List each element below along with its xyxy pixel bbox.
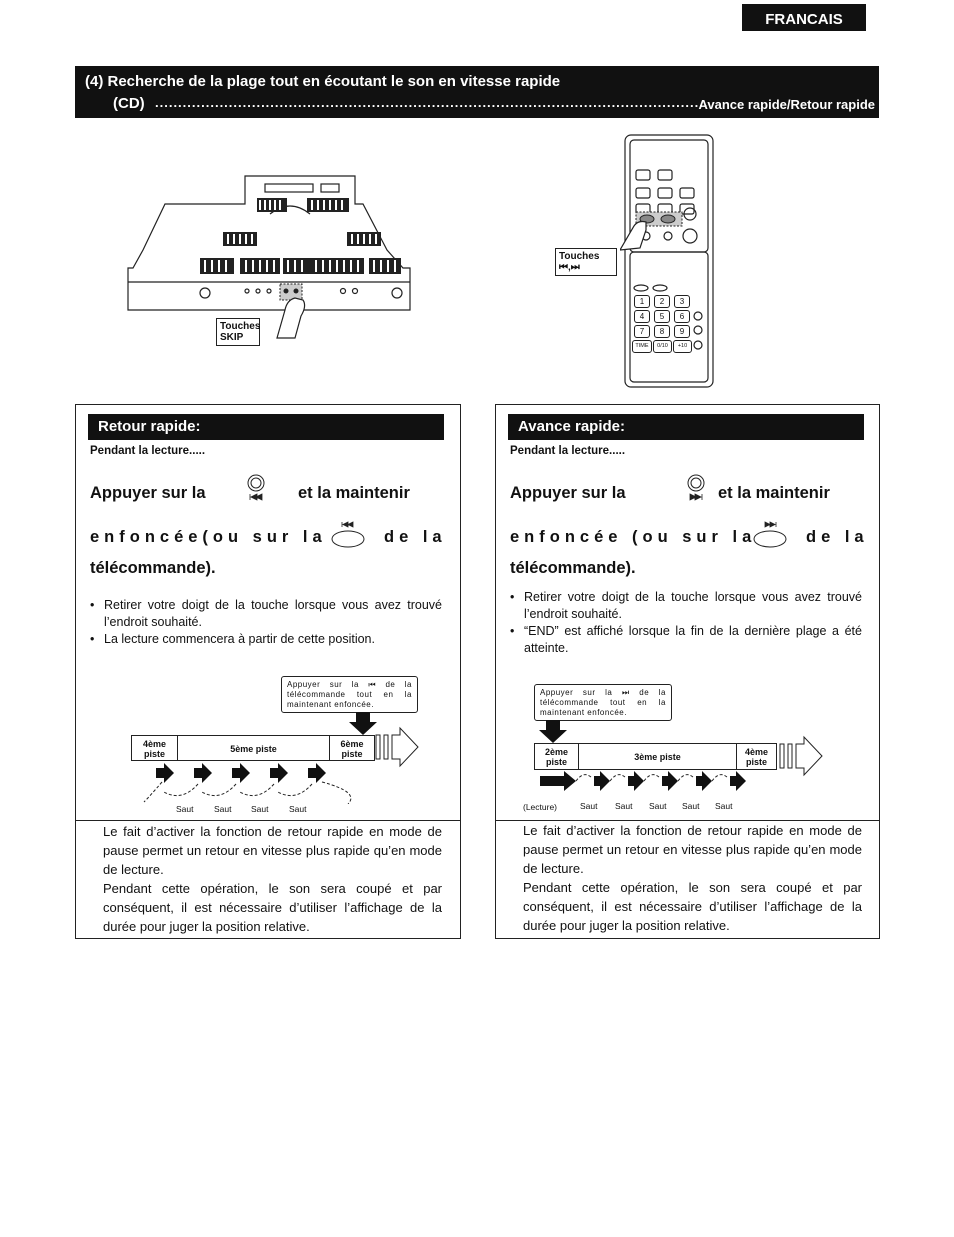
fastforward-saut-1: Saut — [580, 801, 598, 811]
key-4: 4 — [634, 310, 650, 323]
key-2: 2 — [654, 295, 670, 308]
fastforward-note: Le fait d’activer la fonction de retour rapide en mode de pause permet un retour en vitesse plus rapide qu’en mode de lecture. Pendant cette opération, le son sera coupé et par conséquent, il est nécessaire d’utiliser l’affichage de la durée pour juger la position relative. — [523, 823, 862, 933]
main-unit-illustration — [125, 170, 415, 350]
fastforward-saut-5: Saut — [715, 801, 733, 811]
fastforward-callout: Appuyer sur la ⏭ de la télécommande tout en la maintenant enfoncée. — [534, 684, 672, 721]
fastforward-saut-4: Saut — [682, 801, 700, 811]
remote-skip-back-button-icon — [330, 520, 366, 550]
rewind-track-current: 5ème piste — [177, 735, 330, 761]
fastforward-bullets — [510, 589, 862, 657]
fastforward-track-prev: 2ème piste — [534, 743, 579, 770]
remote-label-line2: ⏮,⏭ — [559, 262, 580, 273]
rewind-heading: Retour rapide: — [88, 414, 444, 440]
rewind-instr-2b: de la — [384, 528, 447, 546]
remote-keys-label — [555, 248, 617, 276]
rewind-bullets — [90, 597, 442, 648]
rewind-track-prev: 4ème piste — [131, 735, 178, 761]
key-7: 7 — [634, 325, 650, 338]
fastforward-down-arrow — [538, 720, 568, 744]
rewind-callout: Appuyer sur la ⏮ de la télécommande tout en la maintenant enfoncée. — [281, 676, 418, 713]
remote-skip-forward-button-icon — [752, 520, 788, 550]
fastforward-track-current: 3ème piste — [578, 743, 737, 770]
fastforward-bullet-2: • “END” est affiché lorsque la fin de la dernière plage a été atteinte. — [510, 623, 862, 657]
rewind-bullet-1: • Retirer votre doigt de la touche lorsque vous avez trouvé l’endroit souhaité. — [90, 597, 442, 631]
rewind-instr-2a: enfoncée(ou sur la — [90, 528, 327, 546]
language-tab: FRANCAIS — [742, 4, 866, 31]
rewind-saut-4: Saut — [289, 804, 307, 814]
key-0-10: 0/10 — [653, 340, 672, 353]
fastforward-saut-2: Saut — [615, 801, 633, 811]
key-1: 1 — [634, 295, 650, 308]
rewind-bullet-2: • La lecture commencera à partir de cette position. — [90, 631, 442, 648]
rewind-skip-diagram — [140, 762, 360, 804]
unit-skip-forward-button-icon — [686, 474, 706, 502]
key-9: 9 — [674, 325, 690, 338]
leader-dots: ........................................................................................................................ — [155, 95, 709, 110]
rewind-continue-arrow — [374, 726, 422, 768]
fastforward-instr-2b: de la — [806, 528, 869, 546]
fastforward-continue-arrow — [776, 735, 824, 777]
unit-skip-back-button-icon — [246, 474, 266, 502]
remote-label-line1: Touches — [559, 251, 600, 262]
rewind-instr-3: télécommande). — [90, 559, 216, 577]
rewind-note: Le fait d’activer la fonction de retour rapide en mode de pause permet un retour en vitesse plus rapide qu’en mode de lecture. Pendant cette opération, le son sera coupé et par conséquent, il est nécessaire d’utiliser l’affichage de la durée pour juger la position relative. — [103, 824, 442, 934]
remote-numeric-keypad — [630, 292, 696, 354]
key-plus10: +10 — [673, 340, 692, 353]
fastforward-during: Pendant la lecture..... — [510, 445, 626, 457]
key-6: 6 — [674, 310, 690, 323]
fastforward-saut-3: Saut — [649, 801, 667, 811]
key-time: TIME — [632, 340, 652, 353]
key-5: 5 — [654, 310, 670, 323]
key-3: 3 — [674, 295, 690, 308]
rewind-saut-1: Saut — [176, 804, 194, 814]
rewind-track-next: 6ème piste — [329, 735, 375, 761]
skip-label-line2: SKIP — [220, 332, 244, 343]
rewind-saut-3: Saut — [251, 804, 269, 814]
fastforward-heading: Avance rapide: — [508, 414, 864, 440]
rewind-divider — [75, 820, 460, 821]
rewind-instr-1a: Appuyer sur la — [90, 484, 206, 502]
skip-keys-label — [216, 318, 260, 346]
skip-label-line1: Touches — [220, 321, 261, 332]
section-subtitle: Avance rapide/Retour rapide — [698, 97, 875, 112]
rewind-instr-1b: et la maintenir — [298, 484, 410, 502]
section-title-bar — [75, 66, 879, 118]
fastforward-instr-1a: Appuyer sur la — [510, 484, 626, 502]
fastforward-instr-3: télécommande). — [510, 559, 636, 577]
rewind-saut-2: Saut — [214, 804, 232, 814]
fastforward-bullet-1: • Retirer votre doigt de la touche lorsque vous avez trouvé l’endroit souhaité. — [510, 589, 862, 623]
section-title-cd: (CD) — [113, 95, 145, 112]
fastforward-play-label: (Lecture) — [523, 802, 558, 812]
fastforward-skip-diagram — [538, 770, 758, 802]
fastforward-track-next: 4ème piste — [736, 743, 777, 770]
section-title: (4) Recherche de la plage tout en écoutant le son en vitesse rapide — [85, 73, 561, 90]
fastforward-instr-1b: et la maintenir — [718, 484, 830, 502]
rewind-during: Pendant la lecture..... — [90, 445, 206, 457]
fastforward-instr-2a: enfoncée (ou sur la — [510, 528, 757, 546]
key-8: 8 — [654, 325, 670, 338]
